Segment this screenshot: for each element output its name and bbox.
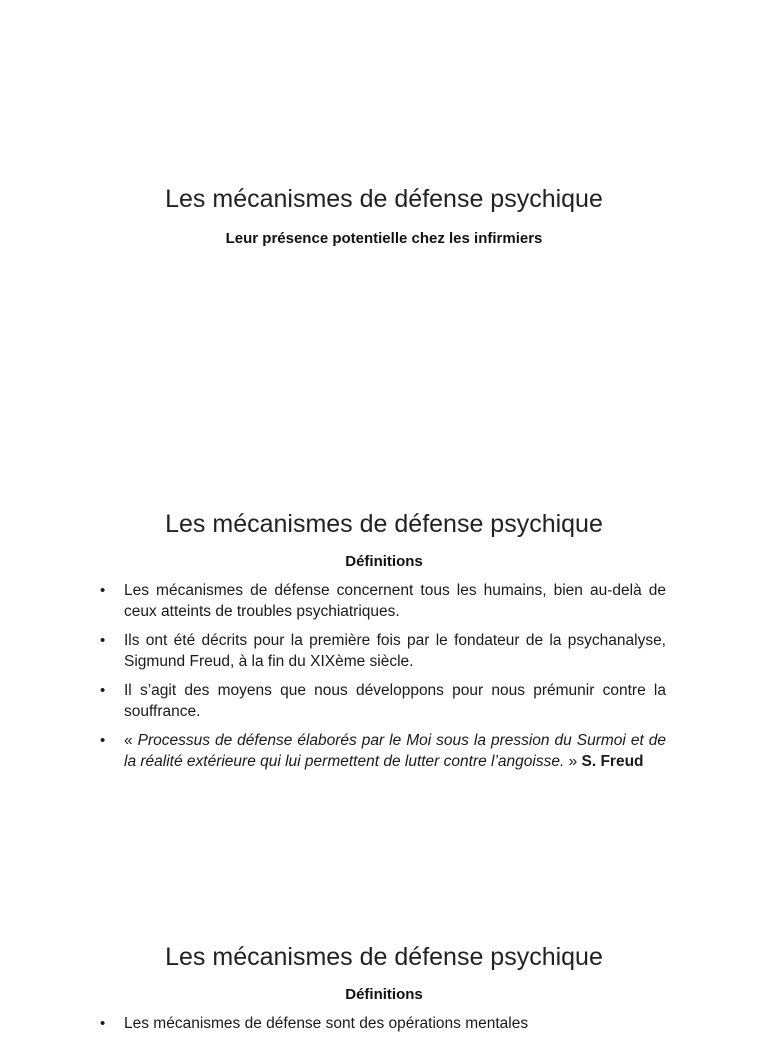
quote-author: S. Freud — [581, 752, 644, 770]
quote-open: « — [124, 732, 138, 749]
slide-3-subtitle: Définitions — [345, 986, 423, 1003]
bullet-text: Les mécanismes de défense concernent tous les humains, bien au-delà de ceux atteints de troubles psychiatriques. — [124, 582, 666, 620]
slide-3-title: Les mécanismes de défense psychique — [165, 943, 603, 971]
slide-2-subtitle: Définitions — [345, 553, 423, 570]
quote-close: » — [564, 752, 582, 770]
bullet-icon: • — [100, 582, 106, 599]
list-item — [100, 1014, 666, 1035]
bullet-icon: • — [100, 682, 106, 699]
slide-1-title: Les mécanismes de défense psychique — [165, 185, 603, 213]
slide-3-bullet-list — [100, 1014, 666, 1044]
bullet-icon: • — [100, 632, 106, 649]
slide-1-subtitle: Leur présence potentielle chez les infirmiers — [225, 230, 543, 247]
bullet-text: Les mécanismes de défense sont des opérations mentales — [124, 1015, 529, 1032]
slide-2-title: Les mécanismes de défense psychique — [165, 510, 603, 538]
quote-text: Processus de défense élaborés par le Moi sous la pression du Surmoi et de la réalité extérieure qui lui permettent de lutter contre l’angoisse. — [124, 732, 666, 770]
bullet-text: Il s’agit des moyens que nous développons pour nous prémunir contre la souffrance. — [124, 682, 666, 720]
bullet-text: Ils ont été décrits pour la première fois par le fondateur de la psychanalyse, Sigmund Freud, à la fin du XIXème siècle. — [124, 632, 666, 670]
bullet-icon: • — [100, 732, 106, 749]
bullet-icon: • — [100, 1015, 106, 1032]
